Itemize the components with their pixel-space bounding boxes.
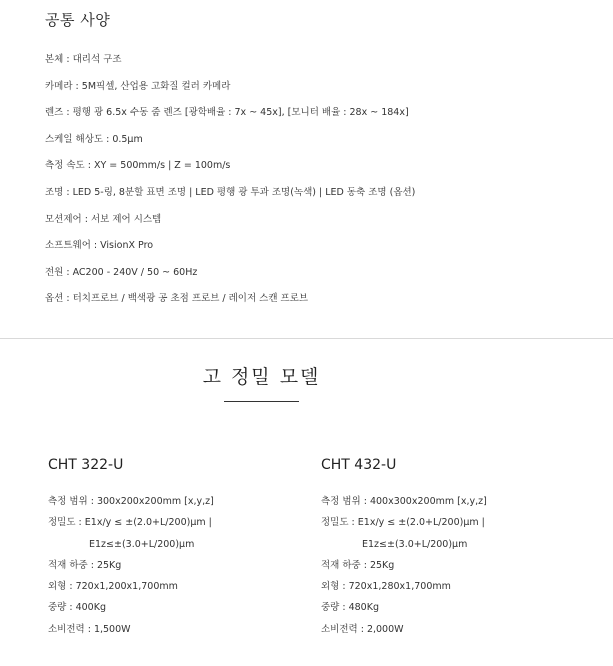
product-spec-list — [48, 494, 318, 643]
spec-dimensions: 외형 : 720x1,280x1,700mm — [321, 581, 451, 593]
spec-camera: 카메라 : 5M픽셀, 산업용 고화질 컬러 카메라 — [45, 80, 231, 92]
product-name: CHT 322-U — [48, 457, 124, 473]
spec-power: 전원 : AC200 - 240V / 50 ~ 60Hz — [45, 266, 198, 278]
spec-body: 본체 : 대리석 구조 — [45, 54, 122, 65]
product-name: CHT 432-U — [321, 457, 397, 473]
common-specs-title: 공통 사양 — [45, 11, 111, 29]
spec-accuracy-xy: 정밀도 : E1x/y ≤ ±(2.0+L/200)μm | — [48, 517, 212, 529]
section-divider — [0, 338, 613, 339]
spec-lens: 렌즈 : 평행 광 6.5x 수동 줌 렌즈 [광학배율 : 7x ~ 45x], [모니터 배율 : 28x ~ 184x] — [45, 107, 409, 119]
common-specs-list — [45, 52, 415, 318]
spec-scale-resolution: 스케일 해상도 : 0.5μm — [45, 133, 143, 145]
spec-software: 소프트웨어 : VisionX Pro — [45, 240, 154, 252]
spec-motion-control: 모션제어 : 서보 제어 시스템 — [45, 213, 162, 225]
spec-power-consumption: 소비전력 : 1,500W — [48, 623, 131, 635]
spec-measure-speed: 측정 속도 : XY = 500mm/s | Z = 100m/s — [45, 160, 231, 172]
model-section-heading: 고 정밀 모델 — [202, 366, 321, 388]
product-card-cht322 — [48, 455, 318, 643]
spec-measure-range: 측정 범위 : 400x300x200mm [x,y,z] — [321, 496, 487, 507]
spec-weight: 중량 : 400Kg — [48, 602, 106, 614]
spec-accuracy-z: E1z≤±(3.0+L/200)μm — [362, 538, 468, 550]
spec-power-consumption: 소비전력 : 2,000W — [321, 623, 404, 635]
spec-lighting: 조명 : LED 5-링, 8분할 표면 조명 | LED 평행 광 투과 조명(녹색) | LED 동축 조명 (옵션) — [45, 186, 416, 198]
spec-measure-range: 측정 범위 : 300x200x200mm [x,y,z] — [48, 496, 214, 507]
spec-options: 옵션 : 터치프로브 / 백색광 공 초점 프로브 / 레이저 스캔 프로브 — [45, 293, 309, 305]
spec-dimensions: 외형 : 720x1,200x1,700mm — [48, 581, 178, 593]
product-card-cht432 — [321, 455, 591, 643]
spec-accuracy-xy: 정밀도 : E1x/y ≤ ±(2.0+L/200)μm | — [321, 517, 485, 529]
heading-underline — [224, 401, 299, 402]
spec-load: 적재 하중 : 25Kg — [321, 559, 395, 571]
spec-accuracy-z: E1z≤±(3.0+L/200)μm — [89, 538, 195, 550]
product-spec-list — [321, 494, 591, 643]
spec-load: 적재 하중 : 25Kg — [48, 559, 122, 571]
spec-weight: 중량 : 480Kg — [321, 602, 379, 614]
